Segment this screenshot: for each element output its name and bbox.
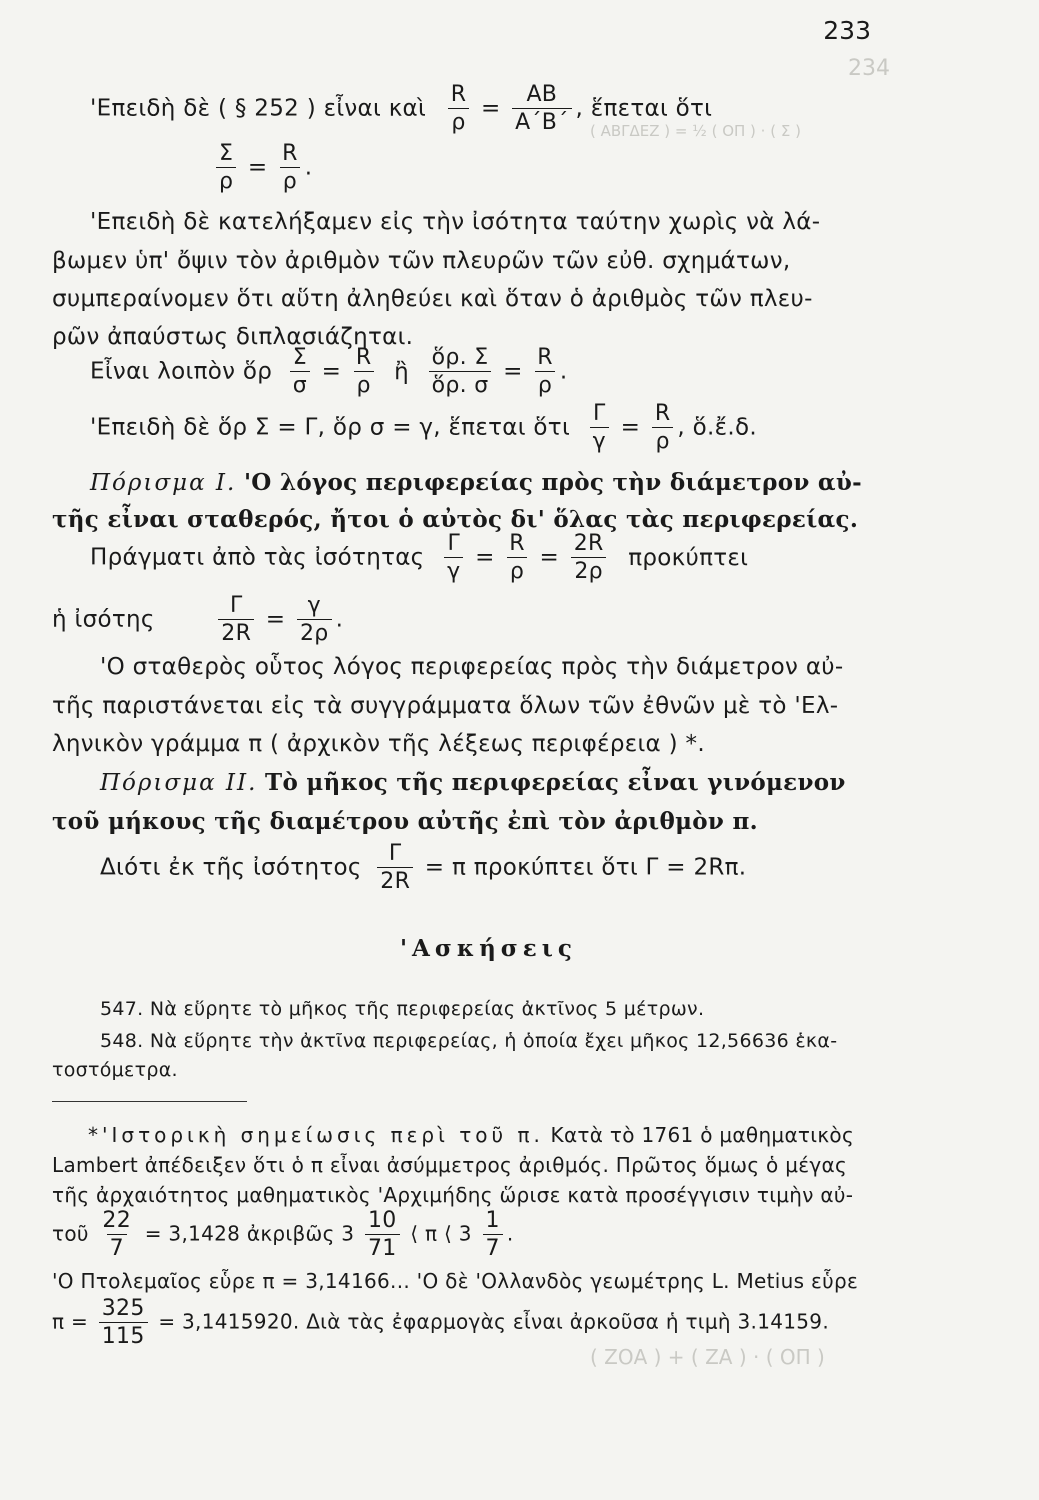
- equation-line: [52, 595, 343, 645]
- corollary-heading: [100, 768, 846, 798]
- denominator: 7: [483, 1234, 503, 1260]
- exercise-548: τοστόμετρα.: [52, 1059, 178, 1081]
- bleed-through-formula: ( ΑΒΓΔΕΖ ) = ½ ( ΟΠ ) · ( Σ ): [590, 122, 801, 140]
- footnote-line: τῆς ἀρχαιότητος μαθηματικὸς 'Αρχιμήδης ὥρισε κατὰ προσέγγισιν τιμὴν αὐ-: [52, 1183, 854, 1207]
- denominator: σ: [290, 371, 310, 397]
- equation-line: [90, 533, 748, 583]
- numerator: R: [537, 345, 553, 370]
- denominator: 2ρ: [297, 619, 332, 645]
- numerator: 1: [485, 1208, 500, 1233]
- paragraph-line: συμπεραίνομεν ὅτι αὕτη ἀληθεύει καὶ ὅταν ὁ ἀριθμὸς τῶν πλευ-: [52, 286, 813, 312]
- fraction: [506, 533, 528, 583]
- fraction: [512, 84, 571, 134]
- equals-sign: =: [247, 154, 268, 181]
- footnote-equation: [52, 1298, 829, 1348]
- denominator: ὅρ. σ: [429, 371, 492, 397]
- exercise-548: 548. Νὰ εὕρητε τὴν ἀκτῖνα περιφερείας, ἡ ὁποία ἔχει μῆκος 12,56636 ἑκα-: [100, 1030, 838, 1052]
- equals-sign: =: [475, 544, 495, 571]
- text: .: [335, 606, 344, 633]
- fraction: [279, 143, 301, 193]
- corollary-label: Πόρισμα I.: [90, 470, 237, 496]
- text: , ἕπεται ὅτι: [575, 95, 713, 122]
- paragraph-line: 'Ο σταθερὸς οὗτος λόγος περιφερείας πρὸς τὴν διάμετρον αὐ-: [100, 654, 844, 680]
- numerator: Σ: [219, 141, 234, 166]
- denominator: ρ: [354, 371, 374, 397]
- corollary-text: τοῦ μήκους τῆς διαμέτρου αὐτῆς ἐπὶ τὸν ἀριθμὸν π.: [52, 808, 758, 835]
- numerator: R: [450, 82, 467, 107]
- fraction: [365, 1210, 400, 1260]
- footnote-equation: [52, 1210, 513, 1260]
- denominator: 2R: [377, 867, 413, 893]
- equation-line: [100, 843, 746, 893]
- text: προκύπτει: [628, 544, 749, 571]
- denominator: γ: [444, 557, 463, 583]
- text: π =: [52, 1309, 89, 1334]
- numerator: Γ: [593, 401, 606, 426]
- denominator: ρ: [652, 427, 672, 453]
- denominator: 2R: [218, 619, 254, 645]
- equation-line: [212, 143, 312, 193]
- fraction: [216, 143, 236, 193]
- footnote-line: [88, 1122, 854, 1148]
- footnote-divider: [52, 1101, 247, 1102]
- paragraph-line: βωμεν ὑπ' ὄψιν τὸν ἀριθμὸν τῶν πλευρῶν τῶν εὐθ. σχημάτων,: [52, 248, 791, 274]
- equals-sign: =: [321, 358, 342, 385]
- numerator: Σ: [292, 345, 307, 370]
- fraction: [534, 347, 556, 397]
- text: , ὅ.ἔ.δ.: [677, 414, 757, 441]
- paragraph-line: τῆς παριστάνεται εἰς τὰ συγγράμματα ὅλων τῶν ἐθνῶν μὲ τὸ 'Ελ-: [52, 693, 839, 719]
- corollary-text: Τὸ μῆκος τῆς περιφερείας εἶναι γινόμενον: [265, 769, 846, 796]
- paragraph-line: 'Επειδὴ δὲ κατελήξαμεν εἰς τὴν ἰσότητα ταύτην χωρὶς νὰ λά-: [90, 209, 821, 235]
- numerator: 10: [368, 1208, 397, 1233]
- numerator: R: [355, 345, 372, 370]
- fraction: [290, 347, 310, 397]
- corollary-heading: [90, 468, 862, 498]
- equation-line: [90, 84, 712, 134]
- fraction: [377, 843, 413, 893]
- text: Διότι ἐκ τῆς ἰσότητος: [100, 854, 362, 881]
- text: .: [559, 358, 568, 385]
- fraction: [590, 403, 609, 453]
- numerator: Γ: [447, 531, 461, 556]
- fraction: [297, 595, 332, 645]
- numerator: γ: [307, 593, 321, 618]
- denominator: A΄B΄: [512, 108, 571, 134]
- text: 'Επειδὴ δὲ ( § 252 ) εἶναι καὶ: [90, 95, 427, 122]
- text: = 3,1415920. Διὰ τὰς ἐφαρμογὰς εἶναι ἀρκοῦσα ἡ τιμὴ 3.14159.: [158, 1309, 829, 1334]
- corollary-text: τῆς εἶναι σταθερός, ἤτοι ὁ αὐτὸς δι' ὅλας τὰς περιφερείας.: [52, 506, 859, 533]
- numerator: R: [282, 141, 298, 166]
- fraction: [483, 1210, 503, 1260]
- text: ἡ ἰσότης: [52, 606, 155, 633]
- numerator: AB: [526, 82, 558, 107]
- denominator: ρ: [535, 371, 555, 397]
- exercise-547: 547. Νὰ εὕρητε τὸ μῆκος τῆς περιφερείας ἀκτῖνος 5 μέτρων.: [100, 998, 705, 1020]
- fraction: [99, 1210, 134, 1260]
- text: = 3,1428 ἀκριβῶς 3: [144, 1221, 355, 1246]
- paragraph-line: ληνικὸν γράμμα π ( ἀρχικὸν τῆς λέξεως περιφέρεια ) *.: [52, 731, 705, 757]
- text: .: [506, 1221, 514, 1246]
- numerator: R: [509, 531, 525, 556]
- numerator: R: [654, 401, 671, 426]
- text: ⟨ π ⟨ 3: [410, 1221, 472, 1246]
- exercises-title: 'Ασκήσεις: [400, 935, 577, 962]
- denominator: 2ρ: [571, 557, 606, 583]
- corollary-label: Πόρισμα II.: [100, 770, 258, 796]
- denominator: γ: [590, 427, 609, 453]
- denominator: ρ: [507, 557, 527, 583]
- text: τοῦ: [52, 1221, 89, 1246]
- footnote-label: *'Ιστορικὴ σημείωσις περὶ τοῦ π.: [88, 1123, 544, 1147]
- equals-sign: =: [620, 414, 641, 441]
- text: Εἶναι λοιπὸν ὅρ: [90, 358, 273, 385]
- fraction: [571, 533, 607, 583]
- corollary-text: 'Ο λόγος περιφερείας πρὸς τὴν διάμετρον αὐ-: [243, 469, 863, 496]
- page-number: 233: [823, 16, 871, 45]
- bleed-through-page-number: 234: [848, 56, 890, 81]
- denominator: 71: [365, 1234, 400, 1260]
- equals-sign: =: [539, 544, 560, 571]
- paragraph-line: ρῶν ἀπαύστως διπλασιάζηται.: [52, 324, 414, 350]
- denominator: ρ: [280, 167, 300, 193]
- denominator: 7: [107, 1234, 127, 1260]
- denominator: ρ: [216, 167, 236, 193]
- text: .: [304, 154, 313, 181]
- equals-sign: =: [480, 95, 501, 122]
- equation-line: [90, 347, 567, 397]
- numerator: 22: [102, 1208, 132, 1233]
- equals-sign: =: [265, 606, 286, 633]
- equals-sign: =: [503, 358, 523, 385]
- denominator: ρ: [448, 108, 468, 134]
- text: Πράγματι ἀπὸ τὰς ἰσότητας: [90, 544, 425, 571]
- numerator: Γ: [388, 841, 402, 866]
- fraction: [429, 347, 492, 397]
- fraction: [353, 347, 375, 397]
- fraction: [444, 533, 463, 583]
- numerator: 2R: [573, 531, 604, 556]
- footnote-line: Lambert ἀπέδειξεν ὅτι ὁ π εἶναι ἀσύμμετρος ἀριθμός. Πρῶτος ὅμως ὁ μέγας: [52, 1153, 848, 1177]
- numerator: Γ: [229, 593, 243, 618]
- denominator: 115: [99, 1322, 148, 1348]
- bleed-through-formula: ( ΖΟΑ ) + ( ΖΑ ) · ( ΟΠ ): [590, 1345, 825, 1369]
- fraction: [652, 403, 674, 453]
- fraction: [99, 1298, 148, 1348]
- text: = π προκύπτει ὅτι Γ = 2Rπ.: [424, 854, 747, 881]
- footnote-line: 'Ο Πτολεμαῖος εὗρε π = 3,14166... 'Ο δὲ 'Ολλανδὸς γεωμέτρης L. Metius εὗρε: [52, 1269, 859, 1293]
- fraction: [448, 84, 470, 134]
- text: ἢ: [394, 358, 409, 385]
- fraction: [218, 595, 254, 645]
- text: 'Επειδὴ δὲ ὅρ Σ = Γ, ὅρ σ = γ, ἕπεται ὅτι: [90, 414, 571, 441]
- equation-line: [90, 403, 757, 453]
- numerator: 325: [101, 1296, 145, 1321]
- footnote-text: Κατὰ τὸ 1761 ὁ μαθηματικὸς: [550, 1123, 854, 1147]
- numerator: ὅρ. Σ: [431, 345, 489, 370]
